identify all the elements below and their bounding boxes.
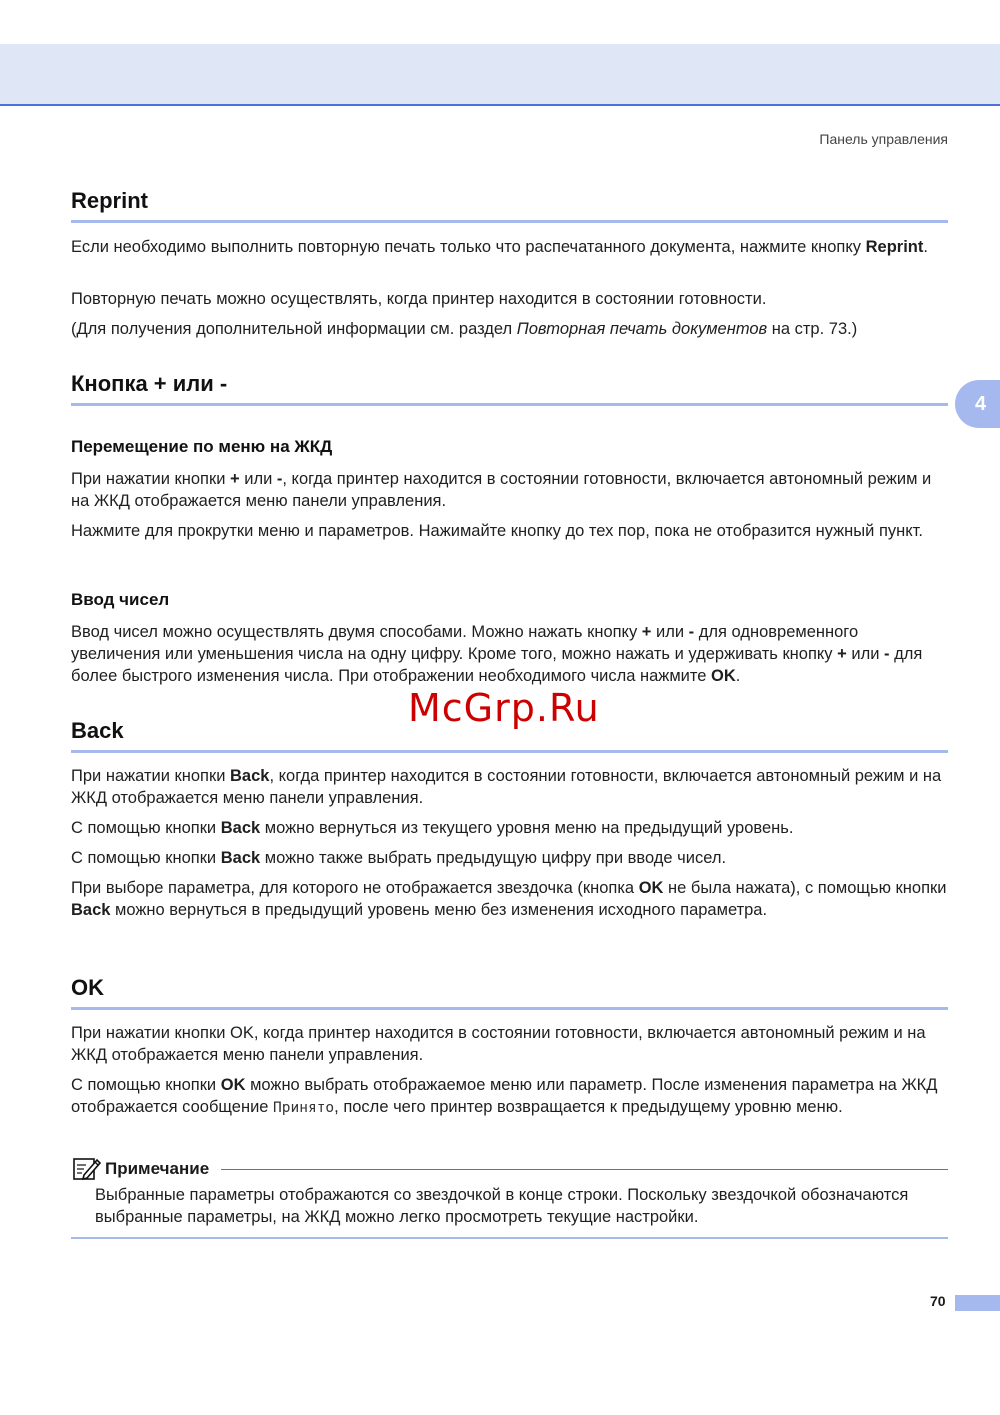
watermark: McGrp.Ru xyxy=(408,686,600,730)
section-title-ok: OK xyxy=(71,975,948,1010)
ok-paragraph-1: При нажатии кнопки OK, когда принтер находится в состоянии готовности, включается автономный режим и на ЖКД отображается меню панели управления. xyxy=(71,1024,926,1064)
section-title-plus-minus: Кнопка + или - xyxy=(71,371,948,406)
top-band xyxy=(0,44,1000,106)
lcd-message: Принято xyxy=(273,1100,335,1116)
reprint-paragraph-1: Если необходимо выполнить повторную печать только что распечатанного документа, нажмите кнопку Reprint. xyxy=(71,238,928,256)
number-entry-paragraph: Ввод чисел можно осуществлять двумя способами. Можно нажать кнопку + или - для одновременного увеличения или уменьшения числа на одну цифру. Кроме того, можно нажать и удерживать кнопку + или - для более быстрого изменения числа. При отображении необходимого числа нажмите OK. xyxy=(71,623,923,685)
section-title-reprint: Reprint xyxy=(71,188,948,223)
note-bottom-rule xyxy=(71,1237,948,1239)
page-tab xyxy=(955,1295,1000,1311)
menu-navigation-paragraph-2: Нажмите для прокрутки меню и параметров. Нажимайте кнопку до тех пор, пока не отобразится нужный пункт. xyxy=(71,522,923,540)
section-title-back: Back xyxy=(71,718,948,753)
ok-paragraph-2: С помощью кнопки OK можно выбрать отображаемое меню или параметр. После изменения параметра на ЖКД отображается сообщение Принято, после чего принтер возвращается к предыдущему уровню меню. xyxy=(71,1076,938,1116)
running-header: Панель управления xyxy=(819,131,948,147)
chapter-tab: 4 xyxy=(955,380,1000,428)
note-text: Выбранные параметры отображаются со звездочкой в конце строки. Поскольку звездочкой обозначаются выбранные параметры, на ЖКД можно легко просмотреть текущие настройки. xyxy=(95,1186,909,1226)
note-header xyxy=(71,1157,948,1181)
back-paragraph-4: При выборе параметра, для которого не отображается звездочка (кнопка OK не была нажата), с помощью кнопки Back можно вернуться в предыдущий уровень меню без изменения исходного параметра. xyxy=(71,879,947,919)
subsection-title-number-entry: Ввод чисел xyxy=(71,590,170,609)
back-paragraph-2: С помощью кнопки Back можно вернуться из текущего уровня меню на предыдущий уровень. xyxy=(71,819,794,837)
note-pencil-icon xyxy=(71,1156,101,1182)
back-paragraph-1: При нажатии кнопки Back, когда принтер находится в состоянии готовности, включается автономный режим и на ЖКД отображается меню панели управления. xyxy=(71,767,942,807)
reprint-paragraph-2: Повторную печать можно осуществлять, когда принтер находится в состоянии готовности. xyxy=(71,290,767,308)
page-number: 70 xyxy=(930,1293,946,1309)
back-paragraph-3: С помощью кнопки Back можно также выбрать предыдущую цифру при вводе чисел. xyxy=(71,849,727,867)
reprint-paragraph-3: (Для получения дополнительной информации см. раздел Повторная печать документов на стр. 73.) xyxy=(71,320,858,338)
note-divider xyxy=(221,1169,948,1170)
cross-reference-link[interactable]: Повторная печать документов xyxy=(516,320,768,338)
menu-navigation-paragraph-1: При нажатии кнопки + или -, когда принтер находится в состоянии готовности, включается автономный режим и на ЖКД отображается меню панели управления. xyxy=(71,470,932,510)
subsection-title-menu-navigation: Перемещение по меню на ЖКД xyxy=(71,437,333,456)
note-title: Примечание xyxy=(105,1159,210,1178)
